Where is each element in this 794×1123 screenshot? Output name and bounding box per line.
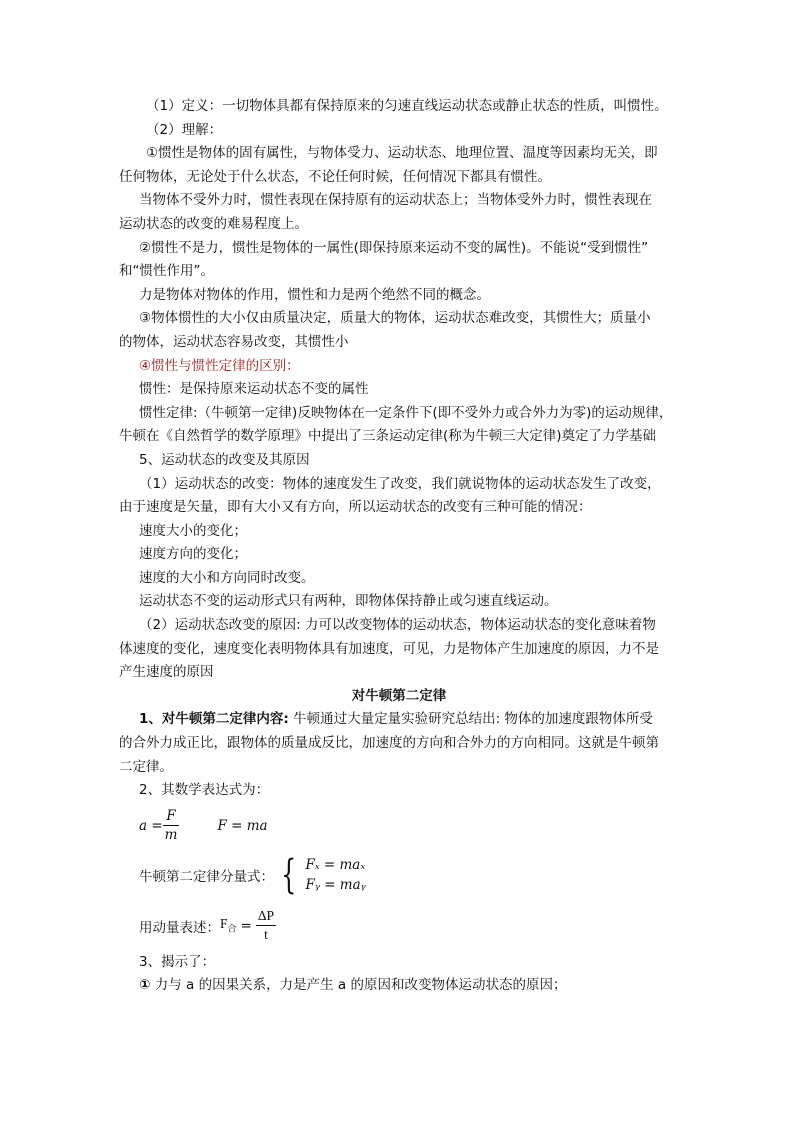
point-2-line-1: ②惯性不是力，惯性是物体的一属性(即保持原来运动不变的属性)。不能说“受到惯性” [139,239,649,256]
brace-symbol: { [281,851,297,898]
fraction-numerator: F [163,807,180,826]
momentum-f: F [220,916,228,932]
formula-row-components [119,849,679,901]
definition-line: （1）定义：一切物体具都有保持原来的匀速直线运动状态或静止状态的性质，叫惯性。 [146,98,668,114]
component-y: Fᵧ = maᵧ [305,876,366,893]
motion-change-line-1: （1）运动状态的改变：物体的速度发生了改变，我们就说物体的运动状态发生了改变， [139,475,661,492]
expression-heading: 2、其数学表达式为： [139,782,270,799]
inertia-law-line-2: 牛顿在《自然哲学的数学原理》中提出了三条运动定律(称为牛顿三大定律)奠定了力学基础 [119,428,657,445]
momentum-denominator: t [264,927,268,943]
cause-line-3: 产生速度的原因 [119,664,214,681]
reveals-heading: 3、揭示了： [139,953,216,970]
reveals-point-1 [119,974,679,998]
case-speed: 速度大小的变化； [139,522,247,539]
understanding-heading: （2）理解： [146,121,223,138]
momentum-sub: 合 [227,924,237,935]
momentum-fraction [256,907,276,944]
fraction-denominator: m [164,827,178,844]
newton2-text: 牛顿通过大量定量实验研究总结出: 物体的加速度跟物体所受 [288,711,653,728]
unchanged-motion-line: 运动状态不变的运动形式只有两种，即物体保持静止或匀速直线运动。 [139,593,558,610]
circled-number: ① [139,977,151,994]
point-2-line-2: 和“惯性作用”。 [119,263,214,280]
reveals-point-1-text: 力与 a 的因果关系，力是产生 a 的原因和改变物体运动状态的原因； [150,977,567,994]
section-5-heading: 5、运动状态的改变及其原因 [139,451,310,468]
cause-line-2: 体速度的变化，速度变化表明物体具有加速度，可见，力是物体产生加速度的原因，力不是 [119,640,659,657]
point-4-heading: ④惯性与惯性定律的区别： [139,357,300,374]
formula-fraction [163,807,180,844]
section-heading: 对牛顿第二定律 [351,687,447,704]
inertia-definition: 惯性：是保持原来运动状态不变的属性 [139,381,369,398]
formula-a-lhs: a = [139,817,163,834]
paragraph-line: 当物体不受外力时，惯性表现在保持原有的运动状态上；当物体受外力时，惯性表现在 [139,192,652,209]
momentum-label: 用动量表述： [139,919,220,936]
component-x: Fₓ = maₓ [305,856,366,873]
component-system [305,855,365,895]
inertia-law-line-1: 惯性定律:（牛顿第一定律)反映物体在一定条件下(即不受外力或合外力为零)的运动规律， [139,404,673,421]
newton2-label: 1、对牛顿第二定律内容: [139,711,289,728]
momentum-numerator: ΔP [256,907,276,926]
newton2-line-2: 的合外力成正比，跟物体的质量成反比，加速度的方向和合外力的方向相同。这就是牛顿第 [119,735,659,752]
formula-f-ma: F = ma [217,817,268,834]
point-3-line-1: ③物体惯性的大小仅由质量决定，质量大的物体，运动状态难改变，其惯性大；质量小 [139,310,651,327]
momentum-eq: = [240,917,252,934]
document-page [119,95,679,998]
momentum-lhs [220,916,237,935]
component-label: 牛顿第二定律分量式： [139,868,274,885]
formula-row-basic [119,803,679,849]
formula-row-momentum [119,901,679,951]
point-1-line-1: ①惯性是物体的固有属性，与物体受力、运动状态、地理位置、温度等因素均无关，即 [146,145,658,162]
case-direction: 速度方向的变化； [139,546,247,563]
newton2-line-1 [119,708,679,732]
cause-line-1: （2）运动状态改变的原因: 力可以改变物体的运动状态，物体运动状态的变化意味着物 [139,617,656,634]
paragraph-line: 力是物体对物体的作用，惯性和力是两个绝然不同的概念。 [139,286,490,303]
point-3-line-2: 的物体，运动状态容易改变，其惯性小 [119,333,349,350]
paragraph-line: 运动状态的改变的难易程度上。 [119,215,308,232]
case-both: 速度的大小和方向同时改变。 [139,569,315,586]
motion-change-line-2: 由于速度是矢量，即有大小又有方向，所以运动状态的改变有三种可能的情况： [119,499,592,516]
newton2-line-3: 二定律。 [119,758,173,775]
point-1-line-2: 任何物体，无论处于什么状态，不论任何时候，任何情况下都具有惯性。 [119,168,551,185]
